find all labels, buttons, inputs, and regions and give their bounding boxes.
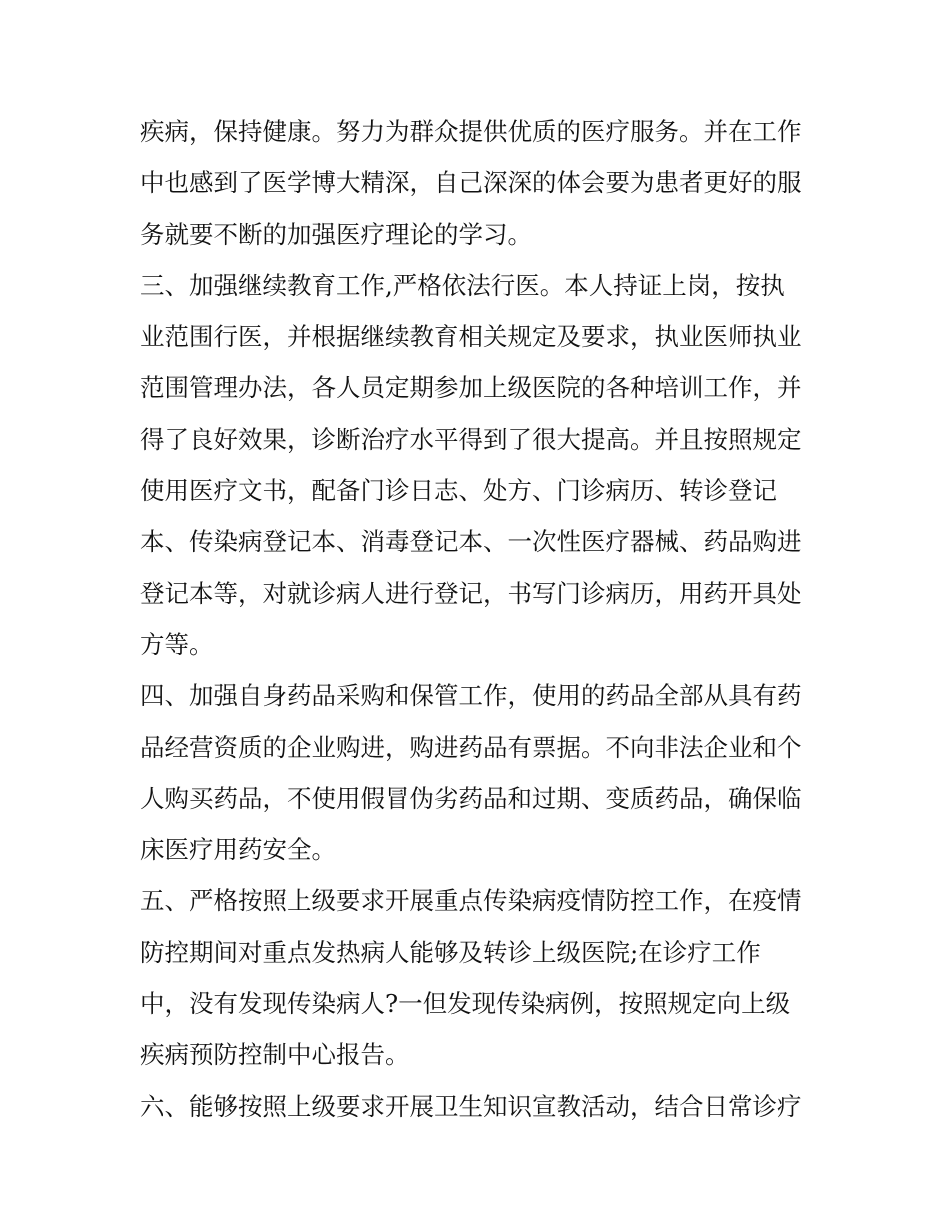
text-line: 床医疗用药安全。 [140,835,336,865]
text-line: 范围管理办法，各人员定期参加上级医院的各种培训工作，并 [140,373,802,403]
text-line: 登记本等，对就诊病人进行登记，书写门诊病历，用药开具处 [140,578,802,608]
document-body [140,106,820,1132]
text-line: 六、能够按照上级要求开展卫生知识宣教活动，结合日常诊疗 [140,1091,802,1121]
text-line: 疾病预防控制中心报告。 [140,1040,410,1070]
text-line: 业范围行医，并根据继续教育相关规定及要求，执业医师执业 [140,322,802,352]
text-line: 品经营资质的企业购进，购进药品有票据。不向非法企业和个 [140,732,802,762]
text-line: 方等。 [140,629,214,659]
text-line: 人购买药品，不使用假冒伪劣药品和过期、变质药品，确保临 [140,783,802,813]
text-line: 务就要不断的加强医疗理论的学习。 [140,219,532,249]
text-line: 使用医疗文书，配备门诊日志、处方、门诊病历、转诊登记 [140,476,777,506]
text-line: 五、严格按照上级要求开展重点传染病疫情防控工作，在疫情 [140,886,802,916]
text-line: 本、传染病登记本、消毒登记本、一次性医疗器械、药品购进 [140,527,802,557]
text-line: 中，没有发现传染病人?一但发现传染病例，按照规定向上级 [140,989,791,1019]
text-line: 中也感到了医学博大精深，自己深深的体会要为患者更好的服 [140,168,802,198]
text-line: 三、加强继续教育工作,严格依法行医。本人持证上岗，按执 [140,270,785,300]
text-line: 四、加强自身药品采购和保管工作，使用的药品全部从具有药 [140,681,802,711]
text-line: 防控期间对重点发热病人能够及转诊上级医院;在诊疗工作 [140,937,761,967]
text-line: 疾病，保持健康。努力为群众提供优质的医疗服务。并在工作 [140,117,802,146]
text-line: 得了良好效果，诊断治疗水平得到了很大提高。并且按照规定 [140,424,802,454]
